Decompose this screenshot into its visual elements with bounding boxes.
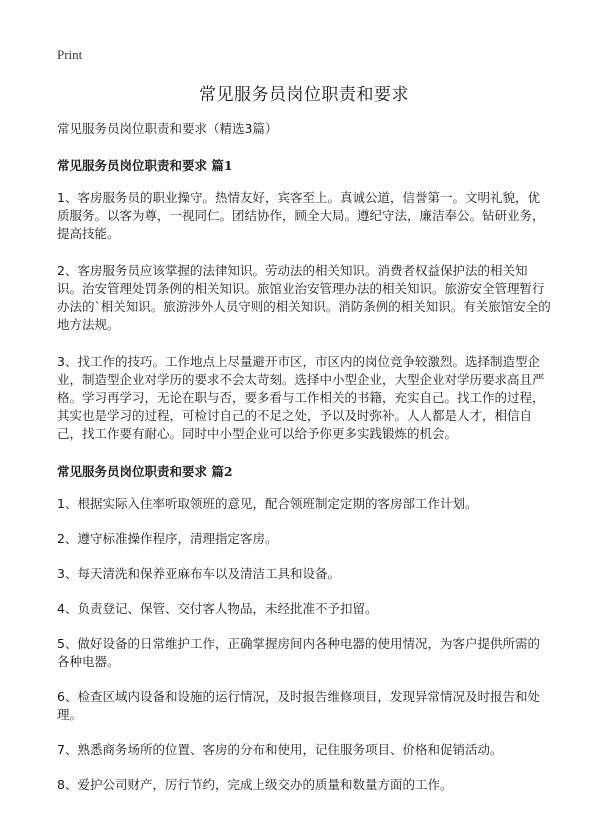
document bbox=[57, 80, 551, 811]
paragraph: 3、找工作的技巧。工作地点上尽量避开市区，市区内的岗位竞争较激烈。选择制造型企业，制造型企业对学历的要求不会太苛刻。选择中小型企业，大型企业对学历要求高且严格。学习再学习，无论在职与否，要多看与工作相关的书籍，充实自己。找工作的过程，其实也是学习的过程，可检讨自己的不足之处，予以及时弥补。人人都是人才，相信自己，找工作要有耐心。同时中小型企业可以给予你更多实践锻炼的机会。 bbox=[57, 354, 545, 441]
list-item: 8、爱护公司财产，厉行节约，完成上级交办的质量和数量方面的工作。 bbox=[57, 777, 453, 792]
section-heading: 常见服务员岗位职责和要求 篇2 bbox=[57, 464, 233, 479]
section-1 bbox=[57, 156, 551, 443]
section-heading: 常见服务员岗位职责和要求 篇1 bbox=[57, 158, 233, 173]
print-link[interactable]: Print bbox=[57, 47, 83, 62]
list-item: 4、负责登记、保管、交付客人物品，未经批准不予扣留。 bbox=[57, 601, 378, 616]
paragraph: 2、客房服务员应该掌握的法律知识。劳动法的相关知识。消费者权益保护法的相关知识。治安管理处罚条例的相关知识。旅馆业治安管理办法的相关知识。旅游安全管理暂行办法的`相关知识。旅游涉外人员守则的相关知识。消防条例的相关知识。有关旅馆安全的地方法规。 bbox=[57, 263, 551, 332]
list-item: 2、遵守标准操作程序，清理指定客房。 bbox=[57, 531, 278, 546]
list-item: 3、每天清洗和保养亚麻布车以及清洁工具和设备。 bbox=[57, 566, 340, 581]
list-item: 5、做好设备的日常维护工作，正确掌握房间内各种电器的使用情况，为客户提供所需的各种电器。 bbox=[57, 636, 540, 669]
subtitle: 常见服务员岗位职责和要求（精选3篇） bbox=[57, 121, 278, 136]
list-item: 1、根据实际入住率听取领班的意见，配合领班制定定期的客房部工作计划。 bbox=[57, 496, 478, 511]
list-item: 6、检查区域内设备和设施的运行情况，及时报告维修项目，发现异常情况及时报告和处理。 bbox=[57, 689, 540, 722]
page-title: 常见服务员岗位职责和要求 bbox=[199, 85, 409, 105]
list-item: 7、熟悉商务场所的位置、客房的分布和使用，记住服务项目、价格和促销活动。 bbox=[57, 742, 503, 757]
section-2 bbox=[57, 462, 551, 794]
paragraph: 1、客房服务员的职业操守。热情友好，宾客至上。真诚公道，信誉第一。文明礼貌，优质服务。以客为尊，一视同仁。团结协作，顾全大局。遵纪守法，廉洁奉公。钻研业务，提高技能。 bbox=[57, 190, 545, 241]
